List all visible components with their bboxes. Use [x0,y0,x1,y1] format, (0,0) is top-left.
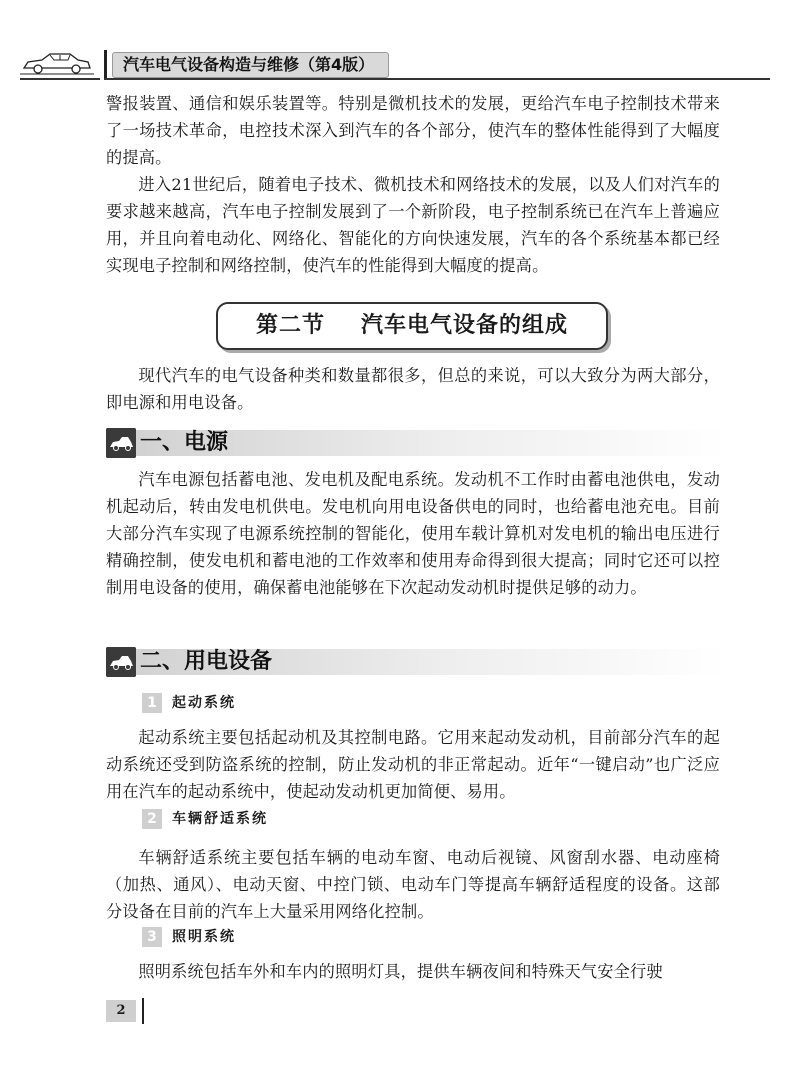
section-number: 第二节 [255,313,325,338]
subheading-number: 3 [142,927,162,947]
car-badge-icon [106,428,136,458]
heading-devices-text: 二、用电设备 [140,649,273,674]
subheading-text: 车辆舒适系统 [172,811,268,827]
paragraph-1: 警报装置、通信和娱乐装置等。特别是微机技术的发展，更给汽车电子控制技术带来了一场技术革命，电控技术深入到汽车的各个部分，使汽车的整体性能得到了大幅度的提高。 [106,94,720,167]
car-icon [20,50,94,76]
subheading-number: 1 [142,693,162,713]
car-badge-icon [106,647,136,677]
paragraph-3: 现代汽车的电气设备种类和数量都很多，但总的来说，可以大致分为两大部分，即电源和用电设备。 [106,366,720,412]
section-name: 汽车电气设备的组成 [361,313,569,338]
heading-devices [106,645,726,681]
paragraph-4: 汽车电源包括蓄电池、发电机及配电系统。发动机不工作时由蓄电池供电，发动机起动后，转由发电机供电。发电机向用电设备供电的同时，也给蓄电池充电。目前大部分汽车实现了电源系统控制的智能化，使用车载计算机对发电机的输出电压进行精确控制，使发电机和蓄电池的工作效率和使用寿命得到很大提高；同时它还可以控制用电设备的使用，确保蓄电池能够在下次起动发动机时提供足够的动力。 [106,470,720,597]
subheading-text: 照明系统 [172,929,236,945]
running-header [20,48,770,80]
header-rule [104,78,770,80]
paragraph-7: 照明系统包括车外和车内的照明灯具，提供车辆夜间和特殊天气安全行驶 [138,962,663,981]
paragraph-5: 起动系统主要包括起动机及其控制电路。它用来起动发动机，目前部分汽车的起动系统还受到防盗系统的控制，防止发动机的非正常起动。近年“一键启动”也广泛应用在汽车的起动系统中，使起动发动机更加简便、易用。 [106,728,720,801]
header-rule-left [20,78,100,80]
paragraph-6: 车辆舒适系统主要包括车辆的电动车窗、电动后视镜、风窗刮水器、电动座椅（加热、通风）、电动天窗、中控门锁、电动车门等提高车辆舒适程度的设备。这部分设备在目前的汽车上大量采用网络化控制。 [106,848,720,921]
heading-power-text: 一、电源 [140,430,229,455]
subheading-number: 2 [142,809,162,829]
subheading-text: 起动系统 [172,695,236,711]
footer-divider [142,998,144,1024]
section-title [216,302,608,350]
header-divider [104,50,107,78]
page-number: 2 [106,1000,136,1022]
book-title: 汽车电气设备构造与维修（第4版） [112,52,389,78]
paragraph-2: 进入21世纪后，随着电子技术、微机技术和网络技术的发展，以及人们对汽车的要求越来越高，汽车电子控制发展到了一个新阶段，电子控制系统已在汽车上普遍应用，并且向着电动化、网络化、智能化的方向快速发展，汽车的各个系统基本都已经实现电子控制和网络控制，使汽车的性能得到大幅度的提高。 [106,175,720,275]
heading-power [106,426,726,462]
